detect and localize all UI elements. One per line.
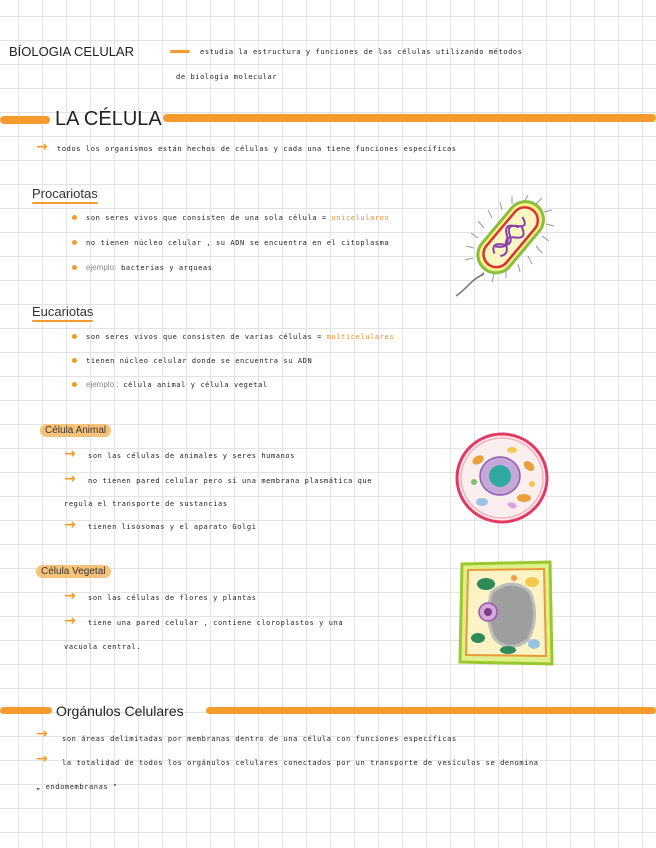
page-title: BÍOLOGIA CELULAR xyxy=(9,44,134,59)
plant-point-2b: vacuola central. xyxy=(64,643,142,651)
eucariotas-heading: Eucariotas xyxy=(32,304,93,319)
arrow-right-icon: → xyxy=(36,751,48,767)
definition-line-2: de biología molecular xyxy=(176,73,278,81)
arrow-right-icon: → xyxy=(36,139,48,155)
plant-cell-heading: Célula Vegetal xyxy=(36,565,111,578)
eucariotas-bullet-2: tienen núcleo celular donde se encuentra su ADN xyxy=(86,357,313,365)
bullet-dot-icon xyxy=(72,240,77,245)
plant-point-1: son las células de flores y plantas xyxy=(88,594,257,602)
animal-cell-image xyxy=(452,430,552,526)
organelles-point-1: son áreas delimitadas por membranas dentro de una célula con funciones específicas xyxy=(62,735,457,743)
animal-point-3: tienen lisosomas y el aparato Golgi xyxy=(88,523,257,531)
procariotas-bullet-3: ejemplo: bacterias y arqueas xyxy=(86,263,213,272)
arrow-right-icon: → xyxy=(64,588,76,604)
title-dash xyxy=(170,50,190,53)
section-bar-right-2 xyxy=(206,707,656,714)
plant-cell-image xyxy=(456,558,556,668)
procariotas-heading: Procariotas xyxy=(32,186,98,201)
procariotas-bullet-1: son seres vivos que consisten de una sola célula = unicelulares xyxy=(86,214,390,222)
bacterium-image xyxy=(448,188,558,298)
plant-point-2a: tiene una pared celular , contiene cloroplastos y una xyxy=(88,619,344,627)
bullet-dot-icon xyxy=(72,334,77,339)
procariotas-bullet-2: no tienen núcleo celular , su ADN se encuentra en el citoplasma xyxy=(86,239,390,247)
arrow-right-icon: → xyxy=(36,726,48,742)
arrow-right-icon: → xyxy=(64,471,76,487)
bullet-dot-icon xyxy=(72,358,77,363)
section-title-cell: LA CÉLULA xyxy=(55,108,162,130)
organelles-point-2b: „ endomembranas " xyxy=(36,783,118,791)
cell-intro-text: todos los organismos están hechos de células y cada una tiene funciones específicas xyxy=(57,145,457,153)
eucariotas-bullet-3: ejemplo : célula animal y célula vegetal xyxy=(86,380,268,389)
arrow-right-icon: → xyxy=(64,446,76,462)
bullet-dot-icon xyxy=(72,265,77,270)
arrow-right-icon: → xyxy=(64,613,76,629)
definition-line-1: estudia la estructura y funciones de las células utilizando métodos xyxy=(200,48,523,56)
animal-point-2a: no tienen pared celular pero sí una membrana plasmática que xyxy=(88,477,373,485)
animal-point-2b: regula el transporte de sustancias xyxy=(64,500,228,508)
organelles-point-2a: la totalidad de todos los orgánulos celulares conectados por un transporte de vesículos se denomina xyxy=(62,759,539,767)
animal-cell-heading: Célula Animal xyxy=(40,424,111,437)
bullet-dot-icon xyxy=(72,382,77,387)
arrow-right-icon: → xyxy=(64,517,76,533)
section-bar-left-2 xyxy=(0,707,52,714)
section-bar-left xyxy=(0,116,50,124)
eucariotas-bullet-1: son seres vivos que consisten de varias células = multicelulares xyxy=(86,333,395,341)
bullet-dot-icon xyxy=(72,215,77,220)
animal-point-1: son las células de animales y seres humanos xyxy=(88,452,296,460)
section-bar-right xyxy=(163,114,656,122)
section-title-organelles: Orgánulos Celulares xyxy=(56,703,184,719)
